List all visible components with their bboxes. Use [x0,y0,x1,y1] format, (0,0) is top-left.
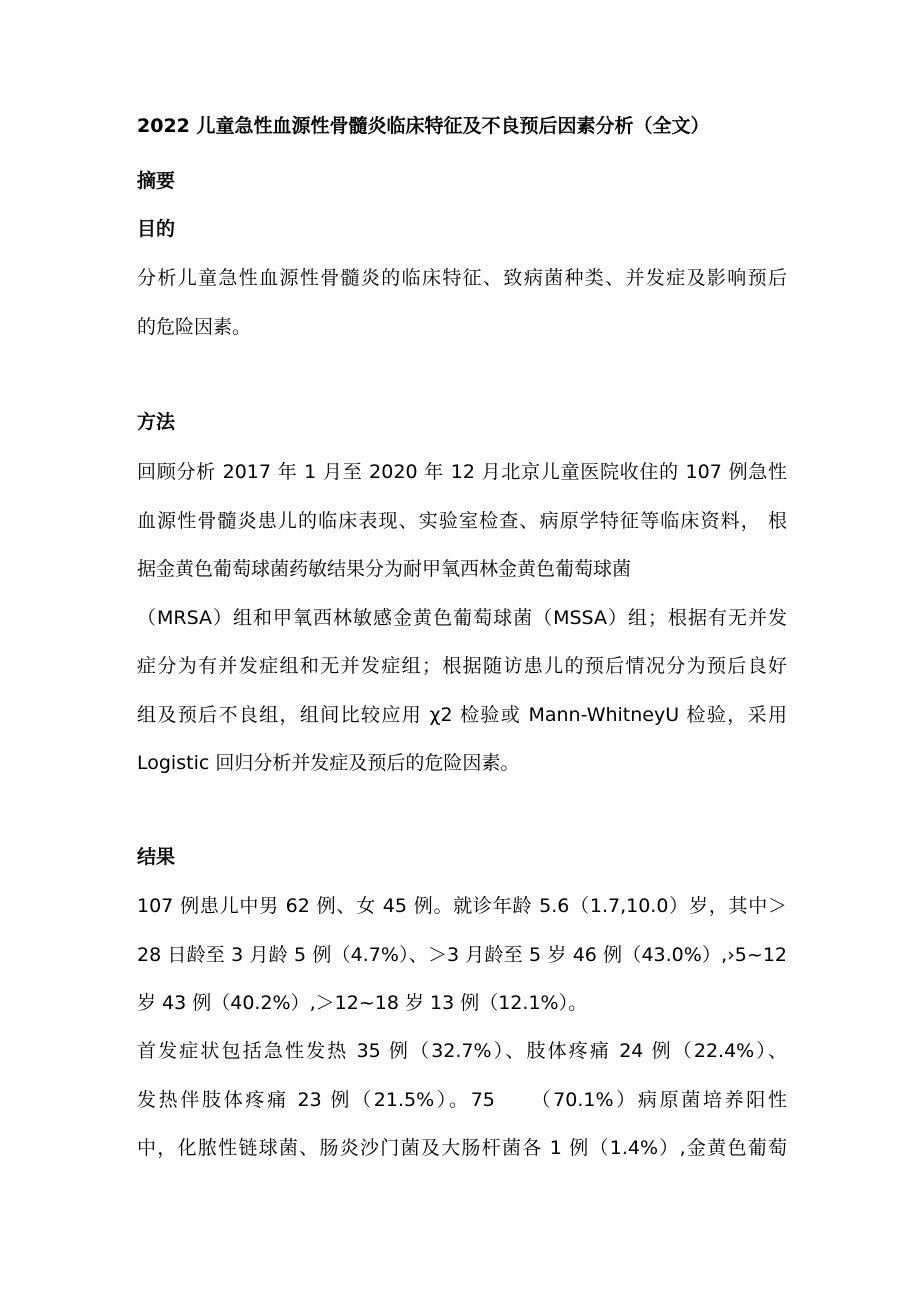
abstract-heading: 摘要 [137,170,176,192]
results-heading: 结果 [137,846,176,868]
methods-paragraph [137,448,787,788]
objective-line: 分析儿童急性血源性骨髓炎的临床特征、致病菌种类、并发症及影响预后 [137,267,787,289]
methods-line: Logistic 回归分析并发症及预后的危险因素。 [137,752,520,774]
methods-line: 症分为有并发症组和无并发症组；根据随访患儿的预后情况分为预后良好 [137,655,787,677]
results-paragraph-1 [137,882,787,1028]
methods-line: 回顾分析 2017 年 1 月至 2020 年 12 月北京儿童医院收住的 107 例急性 [137,461,787,483]
methods-heading: 方法 [137,411,176,433]
objective-heading: 目的 [137,218,176,240]
methods-line: 据金黄色葡萄球菌药敏结果分为耐甲氧西林金黄色葡萄球菌 [137,558,632,580]
results-paragraph-2 [137,1027,787,1173]
objective-line: 的危险因素。 [137,315,252,338]
results-line: 首发症状包括急性发热 35 例（32.7%）、肢体疼痛 24 例（22.4%）、 [137,1040,787,1062]
document-title: 2022 儿童急性血源性骨髓炎临床特征及不良预后因素分析（全文） [137,115,710,137]
methods-line: 组及预后不良组，组间比较应用 χ2 检验或 Mann-WhitneyU 检验，采用 [137,703,787,726]
results-line: 107 例患儿中男 62 例、女 45 例。就诊年龄 5.6（1.7,10.0）岁，其中＞ [137,895,787,917]
methods-line: （MRSA）组和甲氧西林敏感金黄色葡萄球菌（MSSA）组；根据有无并发 [137,606,787,629]
results-line: 发热伴肢体疼痛 23 例（21.5%）。75 （70.1%）病原菌培养阳性 [137,1088,787,1111]
results-line: 中，化脓性链球菌、肠炎沙门菌及大肠杆菌各 1 例（1.4%）,金黄色葡萄 [137,1137,787,1159]
results-line: 28 日龄至 3 月龄 5 例（4.7%）、＞3 月龄至 5 岁 46 例（43.0%）,›5~12 [137,943,787,966]
methods-line: 血源性骨髓炎患儿的临床表现、实验室检查、病原学特征等临床资料， 根 [137,509,787,532]
objective-paragraph [137,254,787,351]
results-line: 岁 43 例（40.2%）,＞12~18 岁 13 例（12.1%）。 [137,992,588,1014]
